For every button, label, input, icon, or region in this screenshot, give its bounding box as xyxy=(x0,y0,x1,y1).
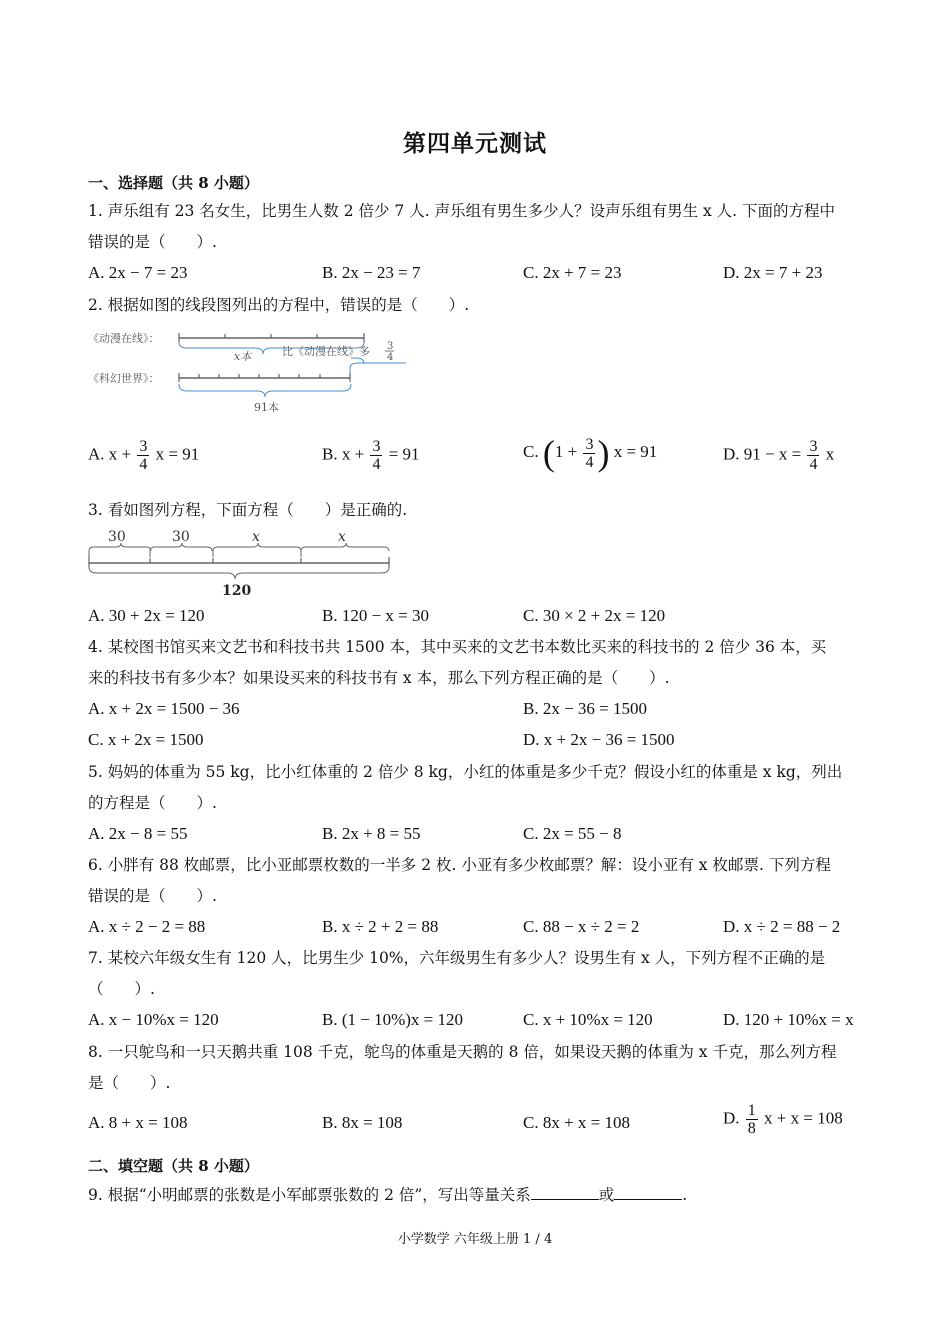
q2-line1: 2. 根据如图的线段图列出的方程中，错误的是（ ）. xyxy=(88,296,470,314)
q2-option-d[interactable]: D. 91 − x = $\frac{3}{4}$ x xyxy=(723,438,835,473)
q2-total-label: 91本 xyxy=(254,401,279,414)
q4-option-d[interactable]: D. x + 2x − 36 = 1500 xyxy=(523,730,675,749)
q6-line1: 6. 小胖有 88 枚邮票，比小亚邮票枚数的一半多 2 枚. 小亚有多少枚邮票？解：设小亚有 x 枚邮票. 下列方程 xyxy=(88,856,831,874)
q6-option-a[interactable]: A. x ÷ 2 − 2 = 88 xyxy=(88,917,206,936)
q2-compare-den: 4 xyxy=(387,352,394,363)
q5-line1: 5. 妈妈的体重为 55 kg，比小红体重的 2 倍少 8 kg，小红的体重是多少千克？假设小红的体重是 x kg，列出 xyxy=(88,763,843,781)
q4-option-b[interactable]: B. 2x − 36 = 1500 xyxy=(523,699,648,718)
q2-row2-label: 《科幻世界》： xyxy=(88,372,160,385)
q7-option-c[interactable]: C. x + 10%x = 120 xyxy=(523,1010,653,1029)
q6-option-d[interactable]: D. x ÷ 2 = 88 − 2 xyxy=(723,917,841,936)
q7-option-b[interactable]: B. (1 − 10%)x = 120 xyxy=(322,1010,463,1029)
q4-line2: 来的科技书有多少本？如果设买来的科技书有 x 本，那么下列方程正确的是（ ）. xyxy=(88,669,670,687)
q6-option-b[interactable]: B. x ÷ 2 + 2 = 88 xyxy=(322,917,439,936)
q2-option-a[interactable]: A. x + $\frac{3}{4}$ x = 91 xyxy=(88,438,200,473)
q6-line2: 错误的是（ ）. xyxy=(88,887,217,905)
q8-option-c[interactable]: C. 8x + x = 108 xyxy=(523,1113,631,1132)
q5-option-c[interactable]: C. 2x = 55 − 8 xyxy=(523,824,622,843)
q1-line1: 1. 声乐组有 23 名女生，比男生人数 2 倍少 7 人. 声乐组有男生多少人？设声乐组有男生 x 人. 下面的方程中 xyxy=(88,202,836,220)
q8-line1: 8. 一只鸵鸟和一只天鹅共重 108 千克，鸵鸟的体重是天鹅的 8 倍，如果设天鹅的体重为 x 千克，那么列方程 xyxy=(88,1043,837,1061)
q8-option-a[interactable]: A. 8 + x = 108 xyxy=(88,1113,188,1132)
q1-option-b[interactable]: B. 2x − 23 = 7 xyxy=(322,263,421,282)
q2-row1-label: 《动漫在线》： xyxy=(88,332,160,345)
q3-total-label: 120 xyxy=(222,583,252,599)
q2-compare-label: 比《动漫在线》多 xyxy=(282,345,370,358)
q3-label-x2: x xyxy=(338,529,346,545)
q4-option-a[interactable]: A. x + 2x = 1500 − 36 xyxy=(88,699,240,718)
section-heading-choice: 一、选择题（共 8 小题） xyxy=(88,174,259,192)
q3-label-30a: 30 xyxy=(108,529,126,545)
q9-blank-1[interactable] xyxy=(531,1185,599,1200)
q3-label-x1: x xyxy=(252,529,260,545)
q1-option-a[interactable]: A. 2x − 7 = 23 xyxy=(88,263,188,282)
q5-option-a[interactable]: A. 2x − 8 = 55 xyxy=(88,824,188,843)
q7-line1: 7. 某校六年级女生有 120 人，比男生少 10%，六年级男生有多少人？设男生有 x 人，下列方程不正确的是 xyxy=(88,949,826,967)
q3-option-c[interactable]: C. 30 × 2 + 2x = 120 xyxy=(523,606,666,625)
q1-option-c[interactable]: C. 2x + 7 = 23 xyxy=(523,263,622,282)
q3-segment-diagram xyxy=(86,527,396,599)
q2-segment-diagram xyxy=(86,322,406,417)
q3-option-a[interactable]: A. 30 + 2x = 120 xyxy=(88,606,205,625)
q3-line1: 3. 看如图列方程，下面方程（ ）是正确的. xyxy=(88,501,408,519)
q6-option-c[interactable]: C. 88 − x ÷ 2 = 2 xyxy=(523,917,640,936)
q2-option-c[interactable]: C. (1 + $\frac{3}{4}$ ) x = 91 xyxy=(523,433,658,473)
q1-option-d[interactable]: D. 2x = 7 + 23 xyxy=(723,263,823,282)
section-heading-fill: 二、填空题（共 8 小题） xyxy=(88,1157,259,1175)
page-title: 第四单元测试 xyxy=(403,130,547,157)
q8-option-b[interactable]: B. 8x = 108 xyxy=(322,1113,403,1132)
q4-option-c[interactable]: C. x + 2x = 1500 xyxy=(88,730,204,749)
q5-line2: 的方程是（ ）. xyxy=(88,794,217,812)
q1-line2: 错误的是（ ）. xyxy=(88,233,217,251)
q2-x-label: x本 xyxy=(234,350,252,363)
q4-line1: 4. 某校图书馆买来文艺书和科技书共 1500 本，其中买来的文艺书本数比买来的科技书的 2 倍少 36 本，买 xyxy=(88,638,827,656)
page-footer: 小学数学 六年级上册 1 / 4 xyxy=(397,1232,553,1247)
q8-line2: 是（ ）. xyxy=(88,1074,171,1092)
q7-option-a[interactable]: A. x − 10%x = 120 xyxy=(88,1010,219,1029)
q2-option-b[interactable]: B. x + $\frac{3}{4}$ = 91 xyxy=(322,438,420,473)
q9-blank-2[interactable] xyxy=(614,1185,682,1200)
q5-option-b[interactable]: B. 2x + 8 = 55 xyxy=(322,824,421,843)
q9-line: 9. 根据“小明邮票的张数是小军邮票张数的 2 倍”，写出等量关系 或 . xyxy=(88,1186,688,1204)
q8-option-d[interactable]: D. $\frac{1}{8}$ x + x = 108 xyxy=(723,1102,843,1137)
q2-compare-num: 3 xyxy=(387,341,394,352)
q7-option-d[interactable]: D. 120 + 10%x = x xyxy=(723,1010,854,1029)
q3-label-30b: 30 xyxy=(172,529,190,545)
q7-line2: （ ）. xyxy=(88,980,155,998)
q3-option-b[interactable]: B. 120 − x = 30 xyxy=(322,606,430,625)
